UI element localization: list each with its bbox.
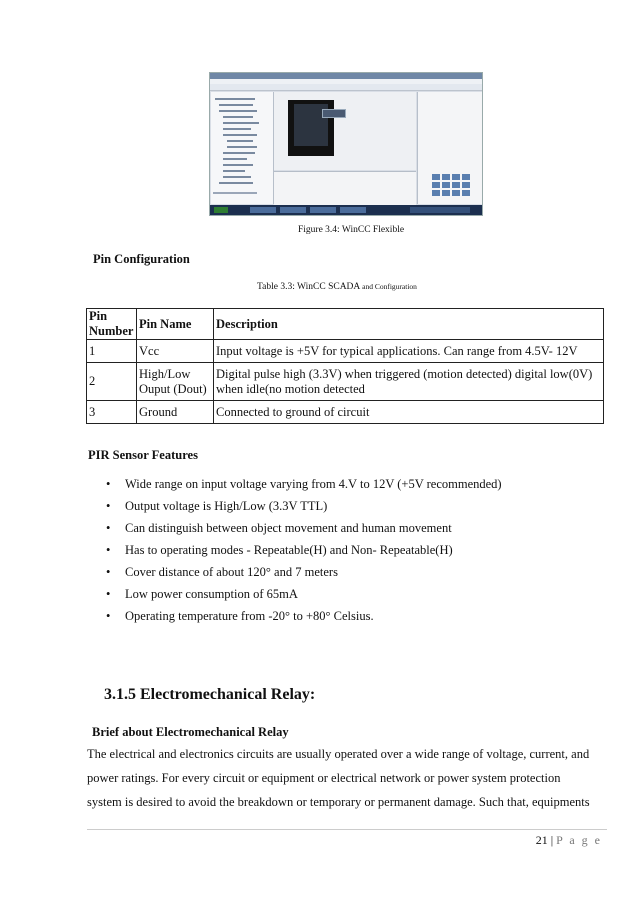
table-caption	[257, 282, 417, 292]
bullet-icon: •	[106, 609, 111, 623]
header-description: Description	[214, 309, 604, 340]
figure-start-button	[322, 109, 346, 118]
bullet-icon: •	[106, 477, 111, 491]
page-label: P a g e	[556, 833, 602, 847]
bullet-icon: •	[106, 587, 111, 601]
relay-subheading: Brief about Electromechanical Relay	[92, 725, 289, 739]
table-header-row	[87, 309, 604, 340]
feature-text: Wide range on input voltage varying from 4.V to 12V (+5V recommended)	[125, 477, 502, 491]
page-footer	[536, 833, 602, 848]
paragraph-line: power ratings. For every circuit or equipment or electrical network or power system protection	[87, 771, 561, 785]
pin-configuration-heading: Pin Configuration	[93, 252, 190, 266]
cell-pin-name: Ground	[137, 401, 214, 424]
table-row	[87, 363, 604, 401]
cell-description: Digital pulse high (3.3V) when triggered (motion detected) digital low(0V) when idle(no motion detected	[214, 363, 604, 401]
table-caption-small: and Configuration	[362, 282, 417, 291]
bullet-icon: •	[106, 499, 111, 513]
bullet-icon: •	[106, 521, 111, 535]
footer-separator: |	[550, 833, 554, 847]
header-pin-name: Pin Name	[137, 309, 214, 340]
feature-text: Operating temperature from -20° to +80° Celsius.	[125, 609, 374, 623]
cell-pin-number: 3	[87, 401, 137, 424]
header-pin-number: Pin Number	[87, 309, 137, 340]
feature-text: Low power consumption of 65mA	[125, 587, 298, 601]
relay-paragraph	[87, 742, 607, 814]
bullet-icon: •	[106, 565, 111, 579]
pin-table	[86, 308, 604, 424]
cell-pin-number: 2	[87, 363, 137, 401]
wincc-screenshot-figure	[209, 72, 483, 216]
table-row	[87, 340, 604, 363]
figure-properties-panel	[274, 171, 416, 205]
pir-features-heading: PIR Sensor Features	[88, 448, 198, 462]
features-list	[106, 477, 606, 637]
feature-text: Cover distance of about 120° and 7 meters	[125, 565, 338, 579]
bullet-icon: •	[106, 543, 111, 557]
figure-taskbar	[210, 205, 482, 215]
relay-section-heading: 3.1.5 Electromechanical Relay:	[104, 686, 316, 703]
figure-tool-icons	[431, 173, 475, 199]
footer-divider	[87, 829, 607, 830]
paragraph-line: The electrical and electronics circuits are usually operated over a wide range of voltage, current, and	[87, 747, 590, 761]
feature-text: Can distinguish between object movement and human movement	[125, 521, 452, 535]
cell-description: Input voltage is +5V for typical applications. Can range from 4.5V- 12V	[214, 340, 604, 363]
figure-caption: Figure 3.4: WinCC Flexible	[298, 225, 405, 235]
cell-pin-name: High/Low Ouput (Dout)	[137, 363, 214, 401]
figure-project-tree	[211, 92, 274, 204]
feature-text: Output voltage is High/Low (3.3V TTL)	[125, 499, 328, 513]
figure-toolbar	[210, 84, 482, 91]
table-caption-main: Table 3.3: WinCC SCADA	[257, 282, 363, 292]
table-row	[87, 401, 604, 424]
page-number: 21	[535, 833, 548, 847]
cell-description: Connected to ground of circuit	[214, 401, 604, 424]
cell-pin-number: 1	[87, 340, 137, 363]
feature-text: Has to operating modes - Repeatable(H) and Non- Repeatable(H)	[125, 543, 453, 557]
paragraph-line: system is desired to avoid the breakdown or temporary or permanent damage. Such that, equipments	[87, 795, 590, 809]
cell-pin-name: Vcc	[137, 340, 214, 363]
